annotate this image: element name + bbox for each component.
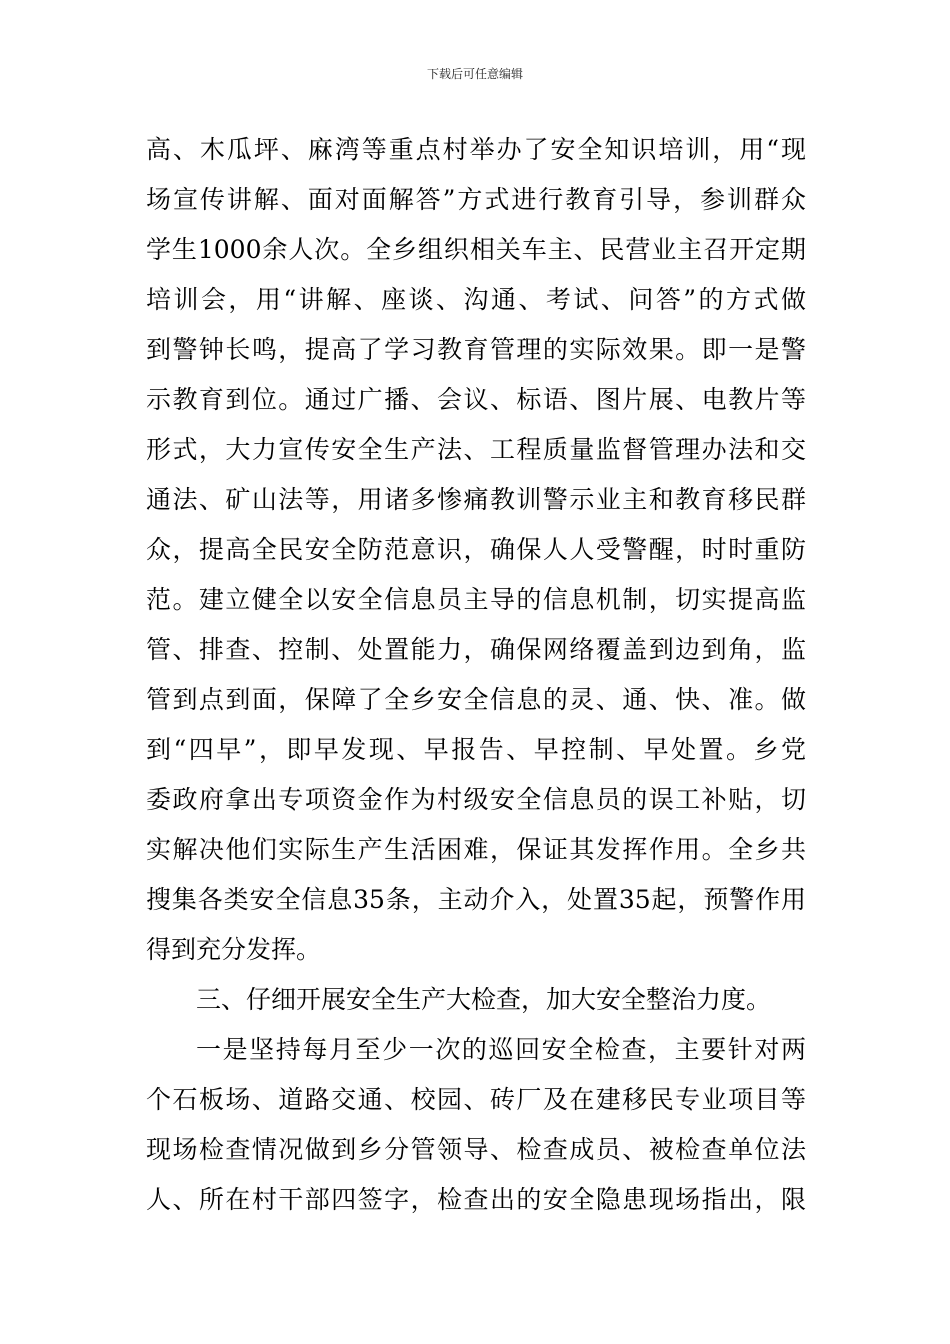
- text-line: 委政府拿出专项资金作为村级安全信息员的误工补贴，切: [146, 785, 806, 814]
- text-line: 培训会，用“讲解、座谈、沟通、考试、问答”的方式做: [146, 285, 806, 314]
- text-line: 管、排查、控制、处置能力，确保网络覆盖到边到角，监: [146, 635, 806, 664]
- document-body: [146, 125, 806, 1225]
- text-line: 搜集各类安全信息35条，主动介入，处置35起，预警作用: [146, 885, 806, 914]
- page-header: 下载后可任意编辑: [426, 67, 523, 81]
- text-line: 高、木瓜坪、麻湾等重点村举办了安全知识培训，用“现: [146, 135, 806, 164]
- text-line: 通法、矿山法等，用诸多惨痛教训警示业主和教育移民群: [146, 485, 806, 514]
- text-line: 实解决他们实际生产生活困难，保证其发挥作用。全乡共: [146, 835, 806, 864]
- text-line: 范。建立健全以安全信息员主导的信息机制，切实提高监: [146, 585, 806, 614]
- text-line: 三、仔细开展安全生产大检查，加大安全整治力度。: [196, 985, 772, 1014]
- text-line: 人、所在村干部四签字，检查出的安全隐患现场指出，限: [146, 1185, 806, 1214]
- text-line: 形式，大力宣传安全生产法、工程质量监督管理办法和交: [146, 435, 806, 464]
- text-line: 到“四早”，即早发现、早报告、早控制、早处置。乡党: [146, 735, 806, 764]
- text-line: 一是坚持每月至少一次的巡回安全检查，主要针对两: [196, 1035, 806, 1064]
- text-line: 得到充分发挥。: [146, 935, 322, 964]
- text-line: 管到点到面，保障了全乡安全信息的灵、通、快、准。做: [146, 685, 806, 714]
- text-line: 众，提高全民安全防范意识，确保人人受警醒，时时重防: [146, 535, 806, 564]
- text-line: 个石板场、道路交通、校园、砖厂及在建移民专业项目等: [146, 1085, 806, 1114]
- text-line: 学生1000余人次。全乡组织相关车主、民营业主召开定期: [146, 235, 806, 264]
- text-line: 现场检查情况做到乡分管领导、检查成员、被检查单位法: [146, 1135, 806, 1164]
- text-line: 示教育到位。通过广播、会议、标语、图片展、电教片等: [146, 385, 806, 414]
- text-line: 场宣传讲解、面对面解答”方式进行教育引导，参训群众: [146, 185, 806, 214]
- text-line: 到警钟长鸣，提高了学习教育管理的实际效果。即一是警: [146, 335, 806, 364]
